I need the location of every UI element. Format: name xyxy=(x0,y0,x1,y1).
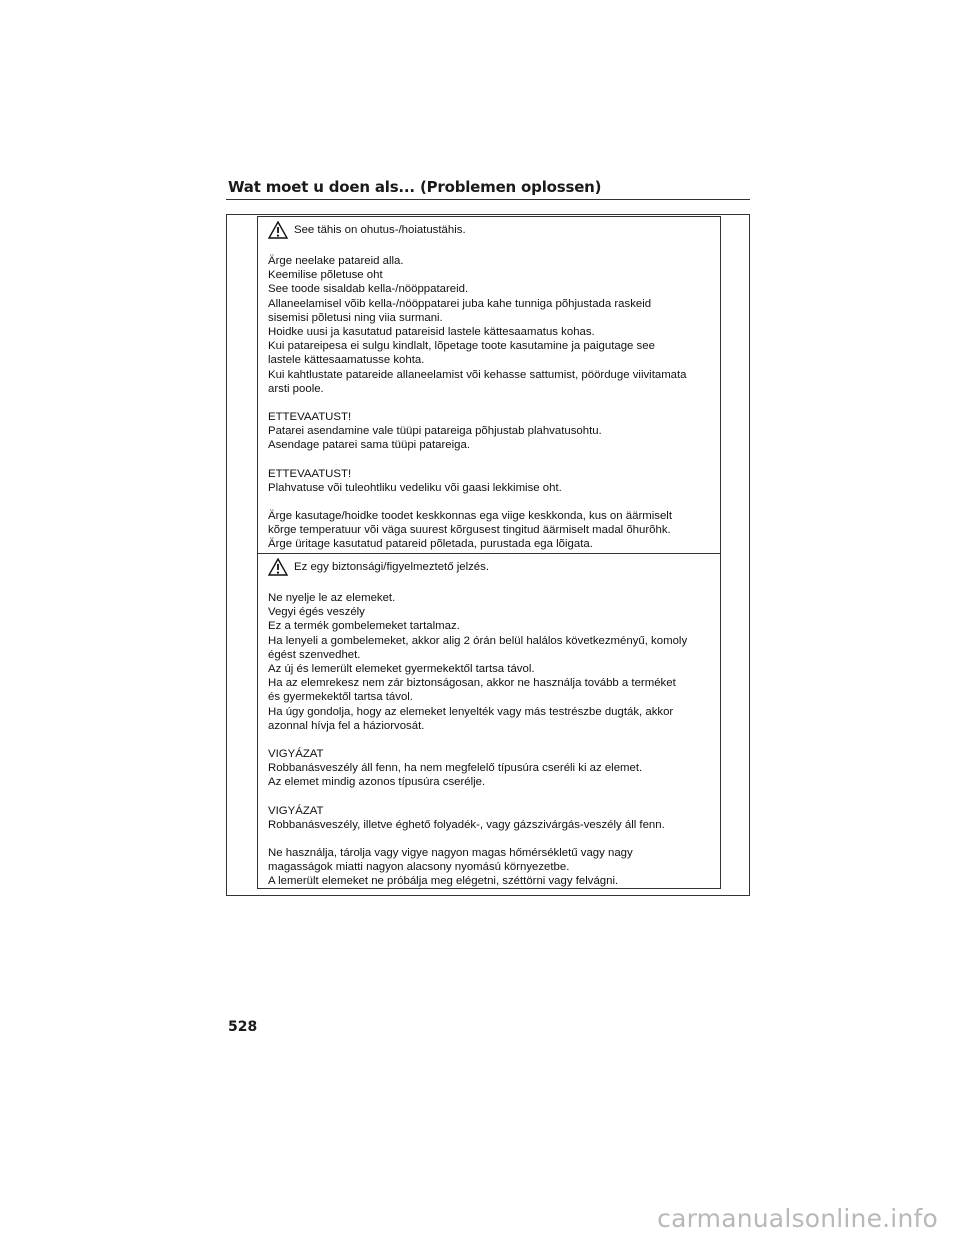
text-line: lastele kättesaamatusse kohta. xyxy=(268,354,425,367)
warning-heading xyxy=(268,221,710,239)
text-line: Ha az elemrekesz nem zár biztonságosan, akkor ne használja tovább a terméket xyxy=(268,677,676,690)
text-line: VIGYÁZAT xyxy=(268,748,324,761)
text-line: sisemisi põletusi ning viia surmani. xyxy=(268,311,443,324)
text-line: Ärge neelake patareid alla. xyxy=(268,255,404,267)
text-line: Keemilise põletuse oht xyxy=(268,269,383,282)
text-line: és gyermekektől tartsa távol. xyxy=(268,691,413,704)
text-line: Ez a termék gombelemeket tartalmaz. xyxy=(268,620,460,633)
text-line: ETTEVAATUST! xyxy=(268,467,352,480)
text-line: Kui patareipesa ei sulgu kindlalt, lõpetage toote kasutamine ja paigutage see xyxy=(268,340,655,353)
text-line: Asendage patarei sama tüüpi patareiga. xyxy=(268,439,471,452)
text-line: magasságok miatti nagyon alacsony nyomású környezetbe. xyxy=(268,861,570,874)
page-number: 528 xyxy=(228,1019,258,1035)
text-line: A lemerült elemeket ne próbálja meg elégetni, széttörni vagy felvágni. xyxy=(268,875,619,888)
paragraph-3 xyxy=(268,467,710,495)
text-line: Ärge üritage kasutatud patareid põletada, purustada ega lõigata. xyxy=(268,538,593,551)
page-title: Wat moet u doen als... (Problemen oplossen) xyxy=(228,178,602,196)
paragraph-2 xyxy=(268,747,710,790)
text-line: VIGYÁZAT xyxy=(268,804,324,817)
text-line: Robbanásveszély, illetve éghető folyadék-, vagy gázszivárgás-veszély áll fenn. xyxy=(268,818,665,831)
warning-title: Ez egy biztonsági/figyelmeztető jelzés. xyxy=(294,560,490,573)
text-line: Ne használja, tárolja vagy vigye nagyon magas hőmérsékletű vagy nagy xyxy=(268,847,633,860)
warning-heading xyxy=(268,558,710,576)
warning-triangle-icon xyxy=(268,221,288,239)
paragraph-4 xyxy=(268,846,710,889)
warning-triangle-icon xyxy=(268,558,288,576)
paragraph-2 xyxy=(268,410,710,453)
text-line: arsti poole. xyxy=(268,382,324,395)
text-line: Ärge kasutage/hoidke toodet keskkonnas ega viige keskkonda, kus on äärmiselt xyxy=(268,510,672,523)
paragraph-1 xyxy=(268,254,710,396)
text-line: Ne nyelje le az elemeket. xyxy=(268,592,396,604)
text-line: Az elemet mindig azonos típusúra cserélje. xyxy=(268,776,486,789)
paragraph-4 xyxy=(268,509,710,552)
text-line: Patarei asendamine vale tüüpi patareiga põhjustab plahvatusohtu. xyxy=(268,425,602,438)
warning-title: See tähis on ohutus-/hoiatustähis. xyxy=(294,223,466,236)
text-line: égést szenvedhet. xyxy=(268,648,361,661)
estonian-warning-box xyxy=(257,216,721,554)
paragraph-3 xyxy=(268,804,710,832)
text-line: Allaneelamisel võib kella-/nööppatarei juba kahe tunniga põhjustada raskeid xyxy=(268,297,652,310)
header-divider xyxy=(226,199,750,200)
text-line: kõrge temperatuur või väga suurest kõrgusest tingitud äärmiselt madal õhurõhk. xyxy=(268,524,671,537)
text-line: azonnal hívja fel a háziorvosát. xyxy=(268,719,425,732)
text-line: ETTEVAATUST! xyxy=(268,411,352,424)
text-line: Vegyi égés veszély xyxy=(268,606,365,619)
text-line: See toode sisaldab kella-/nööppatareid. xyxy=(268,283,469,296)
paragraph-1 xyxy=(268,591,710,733)
hungarian-warning-box xyxy=(257,553,721,889)
text-line: Ha lenyeli a gombelemeket, akkor alig 2 órán belül halálos következményű, komoly xyxy=(268,634,688,647)
text-line: Kui kahtlustate patareide allaneelamist või kehasse sattumist, pöörduge viivitamata xyxy=(268,368,687,381)
text-line: Ha úgy gondolja, hogy az elemeket lenyelték vagy más testrészbe dugták, akkor xyxy=(268,705,674,718)
watermark: carmanualsonline.info xyxy=(657,1204,938,1233)
text-line: Az új és lemerült elemeket gyermekektől tartsa távol. xyxy=(268,663,535,676)
text-line: Plahvatuse või tuleohtliku vedeliku või gaasi lekkimise oht. xyxy=(268,481,562,494)
text-line: Robbanásveszély áll fenn, ha nem megfelelő típusúra cseréli ki az elemet. xyxy=(268,762,643,775)
text-line: Hoidke uusi ja kasutatud patareisid lastele kättesaamatus kohas. xyxy=(268,326,595,339)
